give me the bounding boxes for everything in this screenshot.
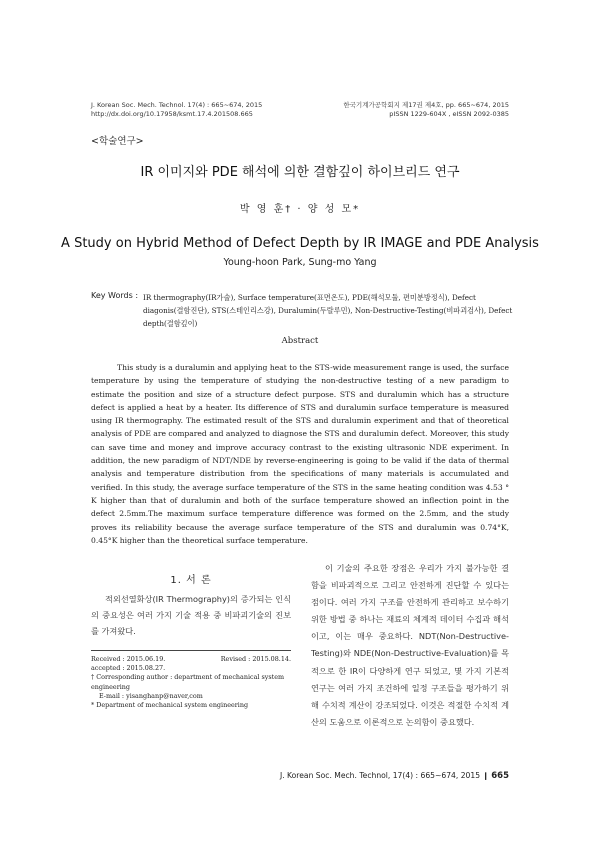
keywords-label: Key Words : — [91, 291, 139, 300]
introduction-left-paragraph: 적외선열화상(IR Thermography)의 증가되는 인식의 중요성은 여러 가지 기술 적용 중 비파괴기술의 진보를 가져왔다. — [91, 594, 291, 636]
keywords-list: IR thermography(IR가술), Surface temperature(표면온도), PDE(해석모듈, 편미분방정식), Defect diagonis(결함진단), STS(스테인리스강), Duralumin(두랄루민), Non-Destructive-Testing(비파괴검사), Defect depth(결함깊이) — [143, 293, 513, 328]
author-email: E-mail : yisanghanp@naver,com — [99, 691, 203, 700]
footer-separator: ❙ — [482, 771, 489, 780]
doi-link[interactable]: http://dx.doi.org/10.17958/ksmt.17.4.201508.665 — [91, 109, 253, 118]
received-date: Received : 2015.06.19. — [91, 655, 166, 663]
abstract-body: This study is a duralumin and applying heat to the STS-wide measurement range is used, the surface temperature by using the temperature of studying the non-destructive testing of a new paradigm to estimate the position and size of a structure defect purpose. STS and duralumin which has a structure defect is applied a heat by a heater. Its difference of STS and duralumin surface temperature is measured using IR thermography. The estimated result of the STS and duralumin experiment and that of theoretical analysis of PDE are compared and analyzed to diagnose the STS and duralumin defect. Moreover, this study can save time and money and improve accuracy contrast to the existing ultrasonic NDE experiment. In addition, the new paradigm of NDT/NDE by reverse-engineering is going to be valid if the data of thermal analysis and temperature distribution from the specifications of many materials is accumulated and verified. In this study, the average surface temperature of the STS in the same heating condition was 4.53 ° K higher than that of duralumin and both of the surface temperature showed an inflection point in the defect 2.5mm.The maximum surface temperature difference was formed on the 2.5mm, and the study proves its reliability because the average surface temperature of the STS and duralumin was 0.74°K, 0.45°K higher than the theoretical surface temperature. — [91, 363, 509, 545]
journal-citation-header — [91, 101, 262, 118]
page-footer — [280, 771, 509, 781]
footnotes — [91, 655, 291, 710]
footnote-divider — [91, 650, 291, 651]
introduction-right-paragraph: 이 기술의 주요한 장점은 우리가 가지 불가능한 결함을 비파괴적으로 그리고 안전하게 진단할 수 있다는 점이다. 여러 가지 구조를 안전하게 관리하고 보수하기 위한 방법 중 하나는 재료의 체계적 데이터 수집과 해석이고, 이는 매우 중요하다. NDT(Non-Destructive-Testing)와 NDE(Non-Destructive-Evaluation)를 목적으로 한 IR이 다양하게 연구 되었고, 몇 가지 기본적 연구는 여러 가지 조건하에 일정 구조들을 평가하기 위해 수치적 계산이 강조되었다. 이것은 적절한 수치적 계산의 도움으로 이론적으로 논의함이 중요했다. — [311, 563, 509, 727]
abstract-heading: Abstract — [281, 336, 319, 346]
article-category: <학술연구> — [91, 136, 144, 147]
footer-citation: J. Korean Soc. Mech. Technol, 17(4) : 665~674, 2015 — [279, 771, 481, 780]
dates-row — [91, 655, 291, 664]
journal-citation: J. Korean Soc. Mech. Technol. 17(4) : 665~674, 2015 — [91, 101, 263, 109]
paper-title-korean: IR 이미지와 PDE 해석에 의한 결함깊이 하이브리드 연구 — [140, 165, 460, 180]
paper-title-english: A Study on Hybrid Method of Defect Depth by IR IMAGE and PDE Analysis — [61, 236, 539, 251]
journal-citation-ko: 한국기계가공학회지 제17권 제4호, pp. 665~674, 2015 — [343, 101, 509, 109]
corresponding-author: † Corresponding author : department of mechanical system engineering — [91, 673, 285, 691]
section-heading-introduction: 1. 서 론 — [170, 575, 212, 586]
issn: pISSN 1229-604X , eISSN 2092-0385 — [389, 109, 509, 118]
revised-date: Revised : 2015.08.14. — [220, 655, 291, 663]
author-department: * Department of mechanical system engineering — [91, 701, 249, 710]
authors-english: Young-hoon Park, Sung-mo Yang — [223, 257, 377, 268]
page-number: 665 — [491, 771, 509, 781]
journal-issn-header — [343, 101, 509, 118]
authors-korean: 박 영 훈† · 양 성 모* — [239, 204, 361, 215]
accepted-date: accepted : 2015.08.27. — [91, 664, 166, 673]
